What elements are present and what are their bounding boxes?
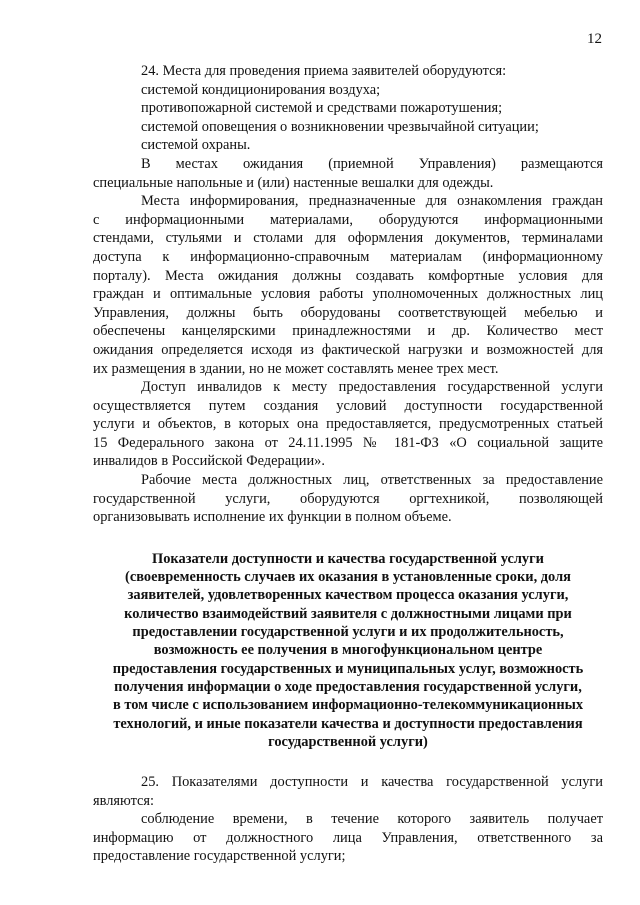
- paragraph-line: порталу). Места ожидания должны создавать комфортные условия для: [93, 267, 603, 284]
- paragraph-workplaces: [93, 471, 603, 527]
- equipment-item: системой охраны.: [141, 137, 251, 154]
- equipment-item: системой оповещения о возникновении чрезвычайной ситуации;: [141, 118, 539, 135]
- equipment-item: системой кондиционирования воздуха;: [141, 81, 381, 98]
- paragraph-time-compliance: [93, 810, 603, 866]
- heading-line: заявителей, удовлетворенных качеством процесса оказания услуги,: [127, 587, 569, 604]
- heading-line: предоставления государственных и муниципальных услуг, возможность: [112, 660, 584, 677]
- paragraph-line: соблюдение времени, в течение которого заявитель получает: [141, 811, 603, 828]
- section-24: [93, 62, 603, 155]
- paragraph-line: 15 Федерального закона от 24.11.1995 № 181-ФЗ «О социальной защите: [93, 434, 603, 451]
- paragraph-line: ожидания определяется исходя из фактической нагрузки и возможностей для: [93, 341, 603, 358]
- paragraph-section-25: [93, 773, 603, 810]
- paragraph-line: Рабочие места должностных лиц, ответственных за предоставление: [141, 472, 603, 489]
- paragraph-disabled-access: [93, 378, 603, 471]
- heading-line: (своевременность случаев их оказания в установленные сроки, доля: [125, 569, 571, 586]
- paragraph-line: осуществляется путем создания условий доступности государственной: [93, 397, 603, 414]
- paragraph-line: инвалидов в Российской Федерации».: [93, 453, 325, 470]
- paragraph-line: граждан и оптимальные условия работы уполномоченных должностных лиц: [93, 286, 603, 303]
- document-body: [93, 62, 603, 866]
- paragraph-line: информацию от должностного лица Управления, ответственного за: [93, 829, 603, 846]
- paragraph-line: Доступ инвалидов к месту предоставления государственной услуги: [141, 379, 603, 396]
- paragraph-line: организовывать исполнение их функции в полном объеме.: [93, 509, 452, 526]
- heading-line: предоставлении государственной услуги и их продолжительность,: [132, 624, 564, 641]
- paragraph-line: обеспечены канцелярскими принадлежностями и др. Количество мест: [93, 323, 603, 340]
- paragraph-line: являются:: [93, 792, 155, 809]
- paragraph-line: Управления, должны быть оборудованы соответствующей мебелью и: [93, 304, 603, 321]
- paragraph-line: предоставление государственной услуги;: [93, 848, 346, 865]
- paragraph-line: стендами, стульями и столами для оформления документов, терминалами: [93, 230, 603, 247]
- section-heading: [93, 550, 603, 751]
- section-24-title: 24. Места для проведения приема заявителей оборудуются:: [141, 63, 507, 79]
- paragraph-line: доступа к информационно-справочным материалам (информационному: [93, 248, 603, 265]
- heading-line: возможность ее получения в многофункциональном центре: [153, 642, 543, 659]
- paragraph-line: Места информирования, предназначенные для ознакомления граждан: [141, 193, 603, 210]
- paragraph-line: государственной услуги, оборудуются оргтехникой, позволяющей: [93, 490, 603, 507]
- heading-line: технологий, и иные показатели качества и доступности предоставления: [113, 715, 583, 732]
- paragraph-line: В местах ожидания (приемной Управления) размещаются: [141, 155, 603, 172]
- heading-line: в том числе с использованием информационно-телекоммуникационных: [112, 697, 584, 714]
- paragraph-waiting-places: [93, 155, 603, 192]
- page-number: 12: [587, 31, 602, 47]
- paragraph-line: с информационными материалами, оборудуются информационными: [93, 211, 603, 228]
- equipment-item: противопожарной системой и средствами пожаротушения;: [141, 100, 503, 117]
- heading-line: получения информации о ходе предоставления государственной услуги,: [114, 678, 582, 695]
- paragraph-line: специальные напольные и (или) настенные вешалки для одежды.: [93, 174, 494, 191]
- paragraph-line: услуги и объектов, в которых она предоставляется, предусмотренных статьей: [93, 416, 603, 433]
- heading-line: государственной услуги): [268, 733, 428, 750]
- paragraph-line: их размещения в здании, но не может составлять менее трех мест.: [93, 360, 499, 377]
- paragraph-line: 25. Показателями доступности и качества государственной услуги: [141, 774, 603, 791]
- heading-line: Показатели доступности и качества государственной услуги: [152, 550, 544, 567]
- heading-line: количество взаимодействий заявителя с должностными лицами при: [124, 605, 572, 622]
- paragraph-information-places: [93, 192, 603, 378]
